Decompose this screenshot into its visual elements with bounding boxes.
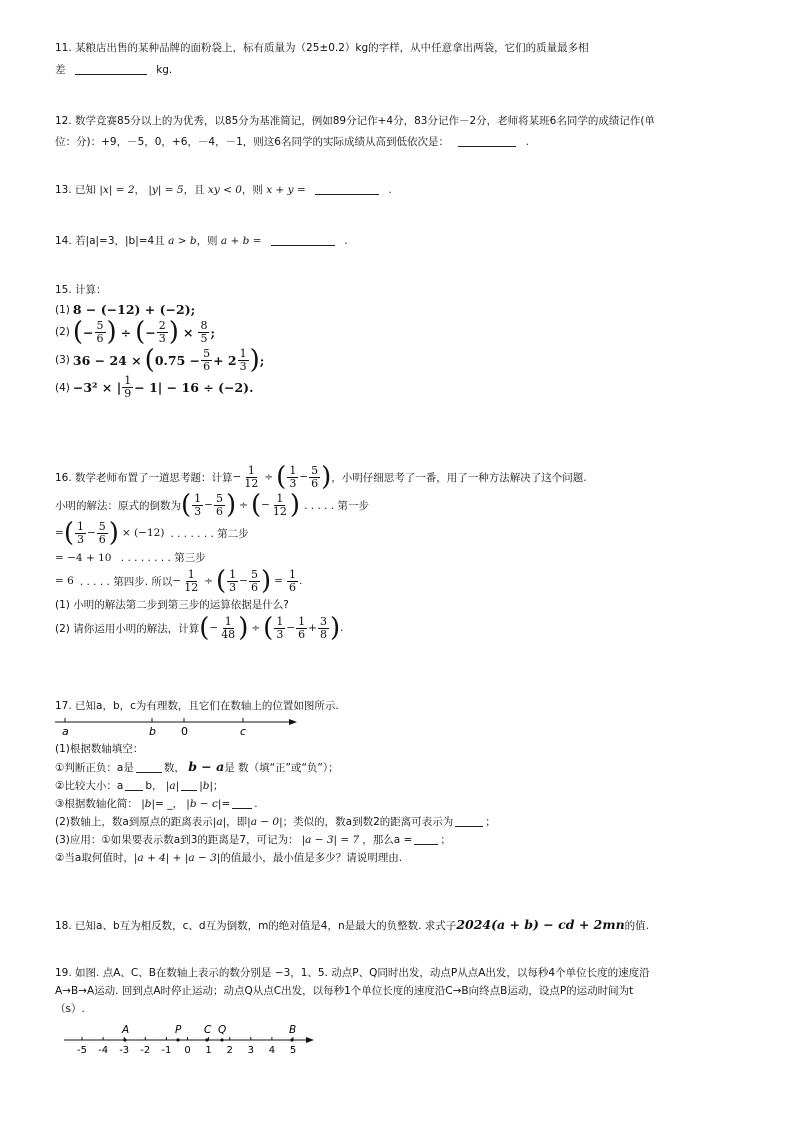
q17-expr: |b − c| — [186, 798, 222, 810]
minus-sign: − — [299, 471, 309, 483]
div-sign: ÷ — [120, 324, 132, 340]
paren: ( — [144, 345, 155, 375]
point-B — [290, 1038, 293, 1041]
q17-s2 — [55, 759, 745, 776]
minus-sign: − — [86, 527, 96, 539]
question-15 — [55, 282, 745, 400]
q12-end: . — [525, 136, 529, 148]
question-11 — [55, 40, 745, 78]
q17-blank-simplify[interactable] — [232, 797, 252, 809]
tick-label: -3 — [119, 1045, 130, 1056]
paren: ) — [168, 317, 179, 347]
q11-line1: 11. 某粮店出售的某种品牌的面粉袋上，标有质量为（25±0.2）kg的字样，从中任意拿出两袋，它们的质量最多相 — [55, 42, 589, 54]
question-12 — [55, 113, 745, 150]
q17-text: 的值最小，最小值是多少？请说明理由. — [220, 852, 403, 864]
q17-text: ①判断正负：a是 — [55, 762, 134, 774]
q18-text: 的值. — [624, 920, 650, 932]
q14-prefix: 14. 若|a|=3，|b|=4且 — [55, 235, 165, 247]
q13-end: . — [388, 184, 392, 196]
q17-text: ②当a取何值时， — [55, 852, 134, 864]
q16-sub2 — [55, 615, 745, 641]
q16-step4: . . . . . 第四步. 所以 — [79, 575, 173, 588]
fraction: $\frac{5}{6}$ — [215, 491, 223, 518]
q19-number-line — [62, 1023, 332, 1057]
label-c: c — [240, 725, 247, 738]
q15-label: (4) — [55, 381, 70, 394]
point-C — [205, 1038, 208, 1041]
point-A — [123, 1038, 126, 1041]
tick-label: -1 — [161, 1045, 172, 1056]
paren: ( — [63, 518, 74, 548]
q15-label: (1) — [55, 303, 70, 316]
q16-line4 — [55, 550, 745, 566]
q17-blank-compare-2[interactable] — [181, 779, 197, 791]
fraction: $\frac{1}{3}$ — [239, 346, 247, 373]
div-sign: ÷ — [239, 499, 248, 511]
question-13 — [55, 182, 745, 198]
fraction: $\frac{1}{3}$ — [194, 491, 202, 518]
fraction: $\frac{5}{6}$ — [203, 346, 211, 373]
q17-text: ；类似的，数a到数2的距离可表示为 — [282, 816, 454, 828]
q17-number-line — [53, 716, 313, 738]
q11-line2 — [55, 62, 745, 78]
q19-line1: 19. 如图. 点A、C、B在数轴上表示的数分别是 −3，1、5. 动点P、Q同时出发，动点P从点A出发，以每秒4个单位长度的速度沿 — [55, 967, 650, 979]
q18-line — [55, 917, 745, 934]
q17-s7 — [55, 850, 745, 866]
question-14 — [55, 233, 745, 249]
q17-text: ②比较大小：a — [55, 780, 124, 792]
q13-sep: ，则 — [241, 184, 263, 196]
q16-line3 — [55, 520, 745, 546]
fraction: $\frac{1}{12}$ — [184, 567, 199, 594]
q15-part3 — [55, 347, 745, 373]
q19-line3: （s）. — [55, 1003, 85, 1015]
fraction: $\frac{1}{3}$ — [76, 519, 84, 546]
question-17 — [55, 698, 745, 866]
paren: ) — [329, 613, 341, 643]
q16-step3: . . . . . . . . 第三步 — [120, 552, 206, 564]
q16-sub1: (1) 小明的解法第二步到第三步的运算依据是什么? — [55, 599, 289, 611]
q16-line1 — [55, 464, 745, 490]
q15-part2 — [55, 319, 745, 345]
q17-text: ，即 — [226, 816, 248, 828]
div-sign: ÷ — [251, 622, 261, 634]
q15-label: (3) — [55, 354, 70, 366]
q17-text: 是 数（填“正”或“负”）； — [224, 762, 339, 774]
q16-line2 — [55, 492, 745, 518]
tick-label: 0 — [184, 1045, 191, 1056]
fraction: $\frac{1}{12}$ — [272, 491, 287, 518]
fraction: $\frac{1}{12}$ — [244, 463, 259, 490]
q17-text: ③根据数轴化简： — [55, 798, 138, 810]
q14-sep: ，则 — [196, 235, 218, 247]
tick-label: -5 — [77, 1045, 87, 1056]
q17-expr: |a| — [165, 780, 180, 792]
q17-text: ； — [485, 816, 496, 828]
paren: ) — [321, 462, 332, 492]
paren: ( — [250, 490, 262, 520]
q17-title: 17. 已知a，b，c为有理数，且它们在数轴上的位置如图所示. — [55, 700, 339, 712]
paren: ) — [108, 518, 119, 548]
q17-expr: b − a — [188, 759, 225, 774]
q12-answer-blank[interactable] — [458, 135, 516, 147]
neg-sign: − — [261, 499, 270, 511]
q17-text: . — [254, 798, 258, 810]
q17-text: 数， — [163, 762, 185, 774]
fraction: $\frac{8}{5}$ — [200, 318, 208, 345]
label-b: b — [149, 725, 156, 738]
paren: ( — [276, 462, 287, 492]
point-P — [176, 1038, 179, 1041]
fraction: $\frac{1}{48}$ — [221, 614, 236, 641]
q17-expr: |b| — [199, 780, 214, 792]
q14-condition: a > b — [168, 235, 197, 247]
q16-step2: . . . . . . . 第二步 — [170, 527, 249, 540]
fraction: $\frac{1}{9}$ — [124, 374, 132, 400]
neg-sign: − — [83, 324, 94, 340]
tick-label: 5 — [289, 1045, 297, 1056]
paren: ) — [238, 613, 249, 643]
question-16 — [55, 464, 745, 641]
neg-sign: − — [145, 324, 156, 340]
arrow-icon — [306, 1037, 314, 1043]
fraction: $\frac{2}{3}$ — [158, 318, 166, 345]
fraction: $\frac{1}{3}$ — [229, 567, 237, 594]
semicolon: ; — [259, 352, 265, 368]
q16-line5 — [55, 568, 745, 594]
q17-text: ； — [440, 834, 451, 846]
fraction: $\frac{1}{3}$ — [289, 463, 297, 490]
q12-line2 — [55, 134, 745, 150]
fraction: $\frac{5}{6}$ — [311, 463, 319, 490]
minus-sign: − — [286, 622, 296, 634]
neg-sign: − — [172, 575, 182, 587]
fraction: $\frac{1}{3}$ — [276, 614, 284, 641]
q15-expr3a: 36 − 24 × — [72, 352, 142, 368]
q14-expression: a + b = — [220, 235, 262, 247]
tick-label: 4 — [268, 1045, 276, 1056]
q17-text: (2)数轴上，数a到原点的距离表示 — [55, 816, 213, 828]
q16-expr: = 6 — [55, 575, 74, 587]
div-sign: ÷ — [204, 575, 214, 587]
q17-blank-value[interactable] — [414, 833, 438, 845]
q17-expr: |a + 4| + |a − 3| — [133, 852, 221, 864]
q15-expr1: 8 − (−12) + (−2); — [72, 302, 196, 317]
q15-title: 15. 计算： — [55, 284, 107, 296]
q17-expr: |b| — [141, 798, 156, 810]
q15-expr3b: 0.75 − — [154, 352, 201, 368]
paren: ( — [72, 317, 84, 347]
q15-part4 — [55, 375, 745, 400]
q17-text: = — [221, 798, 231, 810]
q13-expression: x + y = — [266, 184, 306, 196]
q17-expr: |a − 3| = 7 — [301, 834, 360, 846]
q13-sep: ，且 — [183, 184, 205, 196]
paren: ) — [289, 490, 301, 520]
q18-expression: 2024(a + b) − cd + 2mn — [456, 917, 625, 932]
q13-prefix: 13. 已知 — [55, 184, 97, 196]
q13-abs-y: |y| = 5 — [148, 184, 184, 196]
point-Q — [220, 1038, 223, 1041]
label-Q: Q — [218, 1024, 227, 1036]
q17-s6 — [55, 832, 745, 848]
q11-text: 差 — [55, 64, 66, 76]
fraction: $\frac{5}{6}$ — [96, 318, 104, 345]
label-a: a — [62, 725, 69, 738]
q17-text: = _， — [155, 798, 183, 810]
paren: ( — [263, 613, 274, 643]
q15-part1 — [55, 302, 745, 317]
q16-text: 小明的解法：原式的倒数为 — [55, 499, 181, 512]
period: . — [340, 622, 344, 634]
q17-text: b， — [145, 780, 163, 792]
q17-blank-distance[interactable] — [455, 815, 483, 827]
fraction: $\frac{5}{6}$ — [98, 519, 106, 546]
label-A: A — [122, 1024, 130, 1036]
label-zero: 0 — [181, 725, 188, 738]
q17-blank-compare-1[interactable] — [125, 779, 143, 791]
q17-s1: (1)根据数轴填空： — [55, 743, 144, 755]
q14-end: . — [344, 235, 348, 247]
paren: ) — [249, 345, 260, 375]
question-18 — [55, 917, 745, 934]
paren: ( — [199, 613, 210, 643]
q13-answer-blank[interactable] — [315, 183, 379, 195]
q16-text: ，小明仔细思考了一番，用了一种方法解决了这个问题. — [331, 471, 587, 484]
fraction: $\frac{5}{6}$ — [250, 567, 258, 594]
q15-expr3c: + 2 — [213, 352, 237, 368]
div-sign: ÷ — [264, 471, 274, 483]
q13-abs-x: |x| = 2 — [99, 184, 135, 196]
equals: = — [274, 575, 283, 587]
q17-text: ； — [213, 780, 224, 792]
q17-text: ，那么a = — [362, 834, 413, 846]
q16-expr: = −4 + 10 — [55, 552, 112, 564]
q12-line1: 12. 数学竞赛85分以上的为优秀，以85分为基准简记，例如89分记作+4分，83分记作－2分，老师将某班6名同学的成绩记作(单 — [55, 115, 655, 127]
q15-expr4b: − 1| − 16 ÷ (−2). — [134, 380, 254, 395]
q13-condition: xy < 0 — [207, 184, 242, 196]
period: . — [298, 575, 303, 587]
q12-text: 位：分)：+9，－5，0，+6，－4，－1，则这6名同学的实际成绩从高到低依次是： — [55, 136, 449, 148]
question-19 — [55, 965, 745, 1057]
tick-label: 2 — [226, 1045, 233, 1056]
minus-sign: − — [239, 575, 248, 587]
label-P: P — [175, 1024, 182, 1036]
plus-sign: + — [308, 622, 317, 634]
q16-expr: × (−12) — [121, 527, 165, 539]
equals: = — [55, 527, 64, 539]
q14-answer-blank[interactable] — [271, 234, 335, 246]
tick-label: 1 — [205, 1045, 212, 1056]
paren: ) — [260, 566, 272, 596]
minus-sign: − — [204, 499, 213, 511]
q17-s4 — [55, 796, 745, 812]
fraction: $\frac{3}{8}$ — [319, 614, 327, 641]
label-B: B — [289, 1024, 297, 1036]
q15-label: (2) — [55, 326, 70, 338]
q13-sep: ， — [134, 184, 146, 196]
q11-unit: kg. — [156, 64, 173, 76]
q19-line2: A→B→A运动. 回到点A时停止运动；动点Q从点C出发，以每秒1个单位长度的速度沿C→B向终点B运动，设点P的运动时间为t — [55, 985, 634, 997]
fraction: $\frac{1}{6}$ — [288, 567, 296, 594]
paren: ) — [225, 490, 237, 520]
q11-answer-blank[interactable] — [75, 63, 147, 75]
paren: ( — [216, 566, 227, 596]
q17-expr: |a − 0| — [247, 816, 283, 828]
label-C: C — [204, 1024, 212, 1036]
q17-s5 — [55, 814, 745, 830]
fraction: $\frac{1}{6}$ — [298, 614, 306, 641]
neg-sign: − — [209, 622, 219, 634]
semicolon: ; — [210, 324, 216, 340]
q17-expr: |a| — [212, 816, 227, 828]
times-sign: × — [182, 324, 194, 340]
q17-text: (3)应用：①如果要表示数a到3的距离是7，可记为： — [55, 834, 299, 846]
q16-step1: . . . . . 第一步 — [304, 499, 369, 512]
paren: ( — [181, 490, 192, 520]
tick-label: -4 — [98, 1045, 109, 1056]
q17-blank-sign-a[interactable] — [136, 761, 162, 773]
q15-expr4a: −3² × | — [72, 380, 122, 395]
arrow-icon — [289, 719, 297, 725]
paren: ( — [135, 317, 146, 347]
tick-label: 3 — [247, 1045, 254, 1056]
paren: ) — [106, 317, 117, 347]
q16-text: (2) 请你运用小明的解法，计算 — [55, 622, 200, 635]
q16-text: 16. 数学老师布置了一道思考题：计算 — [55, 471, 233, 484]
tick-label: -2 — [140, 1045, 151, 1056]
neg-sign: − — [232, 471, 242, 483]
q17-s3 — [55, 778, 745, 794]
q18-text: 18. 已知a、b互为相反数，c、d互为倒数，m的绝对值是4，n是最大的负整数. 求式子 — [55, 920, 457, 932]
